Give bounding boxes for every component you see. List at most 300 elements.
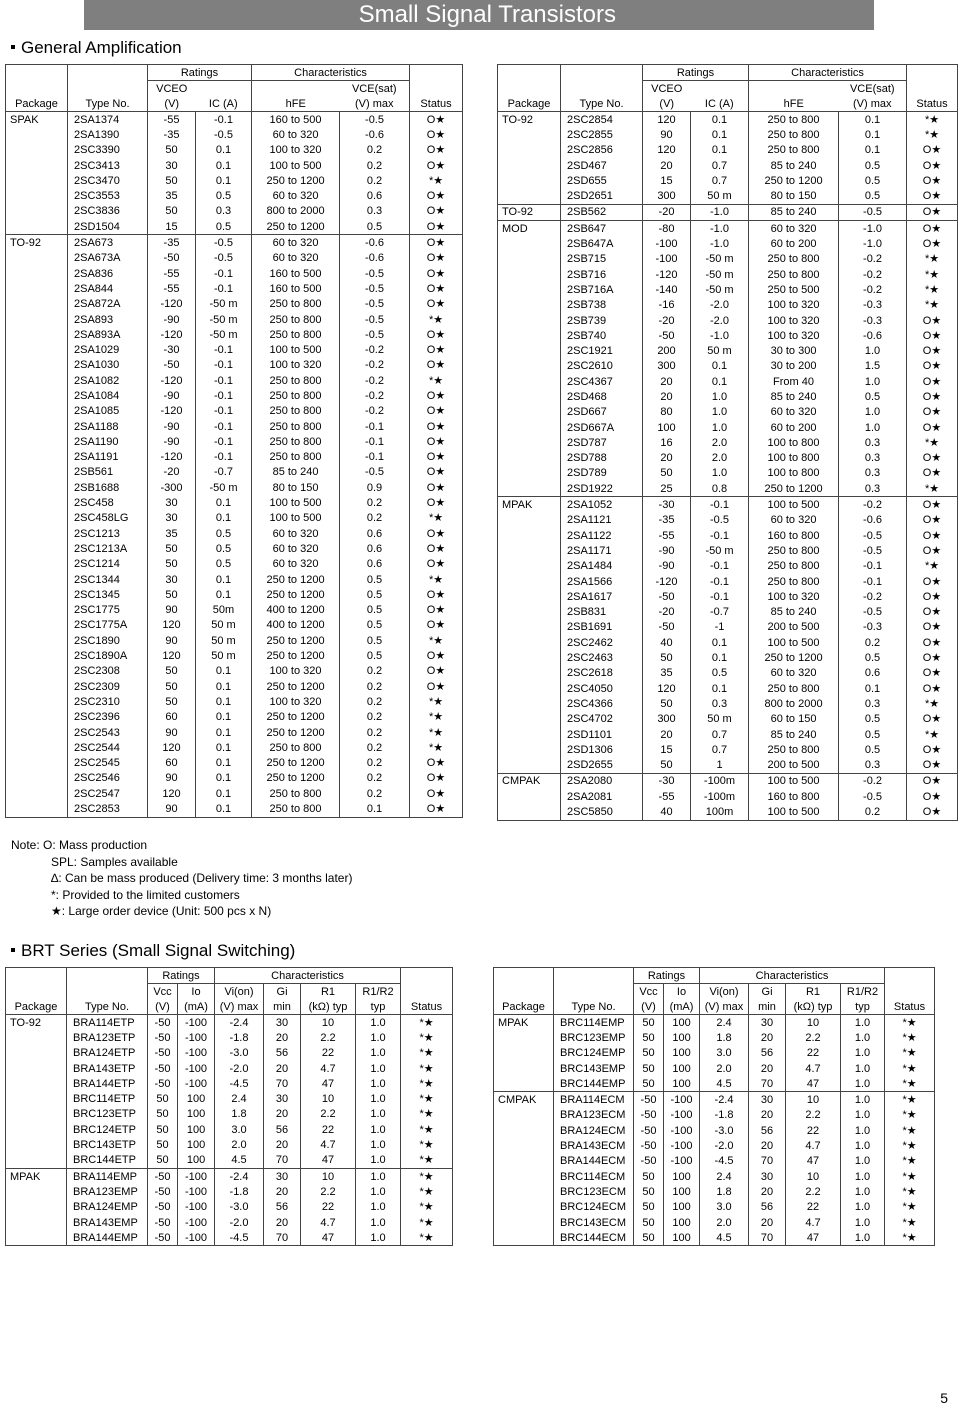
package-cell <box>6 587 68 602</box>
ic-header: IC (A) <box>704 98 734 110</box>
table-row <box>498 221 958 237</box>
value-cell: 50 <box>148 1137 178 1152</box>
type-cell: BRA114ETP <box>67 1015 148 1031</box>
value-cell: 100 <box>178 1091 215 1106</box>
package-cell <box>6 1184 67 1199</box>
value-cell: -0.6 <box>340 235 410 251</box>
value-cell: 0.3 <box>839 466 907 481</box>
value-cell: 120 <box>643 112 691 128</box>
value-cell: 0.3 <box>839 481 907 497</box>
value-cell: 0.1 <box>196 771 252 786</box>
status-cell: O★ <box>410 771 463 786</box>
value-cell: 15 <box>643 173 691 188</box>
value-cell: 85 to 240 <box>749 727 839 742</box>
type-cell: BRA144ETP <box>67 1076 148 1091</box>
package-cell <box>6 297 68 312</box>
package-cell: SPAK <box>6 112 68 128</box>
package-cell: MPAK <box>6 1168 67 1184</box>
value-cell: 0.1 <box>196 158 252 173</box>
value-cell: 10 <box>301 1168 356 1184</box>
value-cell: -120 <box>643 574 691 589</box>
value-cell: 15 <box>148 219 196 235</box>
value-cell: 0.1 <box>691 112 749 128</box>
table-row <box>6 587 463 602</box>
value-cell: 1.0 <box>841 1200 885 1215</box>
value-cell: 90 <box>148 771 196 786</box>
package-cell <box>498 267 561 282</box>
value-cell: 0.1 <box>691 143 749 158</box>
package-cell <box>6 419 68 434</box>
value-cell: -120 <box>148 373 196 388</box>
value-cell: -100 <box>178 1200 215 1215</box>
value-cell: 50 m <box>691 188 749 204</box>
value-cell: 0.1 <box>196 755 252 770</box>
table-row <box>6 679 463 694</box>
value-cell: 10 <box>301 1015 356 1031</box>
value-cell: 0.1 <box>196 495 252 510</box>
value-cell: -50 <box>643 620 691 635</box>
type-cell: BRA123ECM <box>554 1108 634 1123</box>
value-cell: -30 <box>148 342 196 357</box>
table-row <box>498 420 958 435</box>
package-cell <box>6 1046 67 1061</box>
value-cell: 50 <box>148 1107 178 1122</box>
status-cell: O★ <box>907 173 958 188</box>
type-cell: 2SC2853 <box>68 801 148 817</box>
value-cell: 100 <box>664 1030 700 1045</box>
value-cell: -50 m <box>196 327 252 342</box>
type-cell: 2SC1921 <box>561 343 643 358</box>
status-cell: *★ <box>410 710 463 725</box>
general-table-right <box>497 64 958 821</box>
value-cell: 60 to 320 <box>749 405 839 420</box>
type-cell: BRA143ETP <box>67 1061 148 1076</box>
type-cell: 2SC3413 <box>68 158 148 173</box>
value-cell: -0.5 <box>839 543 907 558</box>
table-row <box>494 1092 935 1108</box>
package-cell <box>6 342 68 357</box>
type-header: Type No. <box>67 999 148 1015</box>
value-cell: 2.2 <box>301 1107 356 1122</box>
status-cell: O★ <box>410 219 463 235</box>
value-cell: -4.5 <box>215 1076 264 1091</box>
package-cell <box>6 526 68 541</box>
value-cell: 30 <box>148 158 196 173</box>
value-cell: From 40 <box>749 374 839 389</box>
status-cell: *★ <box>885 1230 935 1246</box>
package-cell <box>6 327 68 342</box>
value-cell: 3.0 <box>700 1046 749 1061</box>
value-cell: 0.7 <box>691 158 749 173</box>
value-cell: 0.5 <box>839 158 907 173</box>
value-cell: 0.1 <box>691 635 749 650</box>
package-cell <box>498 451 561 466</box>
package-cell <box>6 679 68 694</box>
vcesat-header: VCE(sat) <box>351 83 397 95</box>
type-cell: BRC144EMP <box>554 1076 634 1092</box>
value-cell: 50 <box>643 650 691 665</box>
value-cell: 100 <box>178 1122 215 1137</box>
type-cell: BRC114EMP <box>554 1015 634 1031</box>
status-cell: O★ <box>907 635 958 650</box>
type-cell: 2SA1374 <box>68 112 148 128</box>
package-cell <box>6 1137 67 1152</box>
status-cell: O★ <box>907 589 958 604</box>
value-cell: -120 <box>148 450 196 465</box>
type-cell: 2SC4367 <box>561 374 643 389</box>
type-cell: 2SB738 <box>561 298 643 313</box>
value-cell: -2.4 <box>700 1092 749 1108</box>
package-cell <box>6 358 68 373</box>
value-cell: 2.0 <box>700 1215 749 1230</box>
type-cell: 2SC1345 <box>68 587 148 602</box>
value-cell: 50 <box>643 466 691 481</box>
table-row <box>6 450 463 465</box>
value-cell: 1 <box>691 757 749 773</box>
value-cell: -0.6 <box>839 513 907 528</box>
type-cell: BRC144ECM <box>554 1230 634 1246</box>
package-cell <box>494 1200 554 1215</box>
value-cell: 20 <box>749 1030 786 1045</box>
type-cell: 2SB716 <box>561 267 643 282</box>
vmax-header: (V) max <box>215 999 264 1015</box>
package-cell <box>498 481 561 497</box>
value-cell: 0.2 <box>340 679 410 694</box>
value-cell: 22 <box>301 1122 356 1137</box>
status-cell: O★ <box>410 281 463 296</box>
status-cell: O★ <box>410 358 463 373</box>
value-cell: 100 to 500 <box>252 511 340 526</box>
ma-unit-header: (mA) <box>178 999 215 1015</box>
value-cell: -50 <box>634 1138 664 1153</box>
vceo-header: VCEO <box>148 81 196 97</box>
value-cell: 60 to 320 <box>252 541 340 556</box>
value-cell: 100 to 500 <box>749 497 839 513</box>
value-cell: 0.5 <box>839 188 907 204</box>
value-cell: -0.1 <box>340 450 410 465</box>
type-cell: 2SD655 <box>561 173 643 188</box>
type-cell: BRA144EMP <box>67 1230 148 1246</box>
value-cell: -55 <box>643 528 691 543</box>
value-cell: -50 <box>148 1200 178 1215</box>
type-cell: 2SA1030 <box>68 358 148 373</box>
value-cell: 4.5 <box>215 1153 264 1169</box>
package-cell <box>494 1154 554 1169</box>
ratings-header: Ratings <box>643 65 749 81</box>
value-cell: 60 to 320 <box>749 666 839 681</box>
type-cell: 2SC2544 <box>68 740 148 755</box>
vcesat-header: VCE(sat) <box>849 83 895 95</box>
value-cell: 47 <box>301 1230 356 1246</box>
table-row <box>6 526 463 541</box>
status-cell: O★ <box>410 188 463 203</box>
table-row <box>6 1168 453 1184</box>
table-row <box>494 1108 935 1123</box>
value-cell: -90 <box>148 312 196 327</box>
package-cell <box>6 143 68 158</box>
value-cell: 90 <box>148 633 196 648</box>
value-cell: -30 <box>643 773 691 789</box>
value-cell: 0.7 <box>691 173 749 188</box>
value-cell: -0.2 <box>839 773 907 789</box>
value-cell: 1.5 <box>839 359 907 374</box>
value-cell: 50 <box>148 1091 178 1106</box>
table-row <box>6 541 463 556</box>
type-cell: 2SD667A <box>561 420 643 435</box>
status-cell: *★ <box>885 1030 935 1045</box>
value-cell: 20 <box>264 1107 301 1122</box>
type-cell: 2SD1101 <box>561 727 643 742</box>
value-cell: 0.5 <box>839 389 907 404</box>
package-cell <box>498 236 561 251</box>
value-cell: 0.1 <box>196 725 252 740</box>
value-cell: 50 <box>148 173 196 188</box>
type-cell: BRC143ETP <box>67 1137 148 1152</box>
type-cell: 2SC1213 <box>68 526 148 541</box>
value-cell: 250 to 800 <box>749 252 839 267</box>
value-cell: -90 <box>148 434 196 449</box>
type-cell: 2SA673A <box>68 251 148 266</box>
package-cell <box>498 574 561 589</box>
value-cell: -140 <box>643 282 691 297</box>
value-cell: 300 <box>643 188 691 204</box>
type-cell: 2SC2610 <box>561 359 643 374</box>
value-cell: 1.0 <box>841 1076 885 1092</box>
type-cell: BRA124ETP <box>67 1046 148 1061</box>
min-header: min <box>749 999 786 1015</box>
type-cell: 2SA1084 <box>68 388 148 403</box>
table-row <box>6 143 463 158</box>
value-cell: 1.0 <box>839 405 907 420</box>
value-cell: 50 <box>148 541 196 556</box>
status-cell: O★ <box>907 650 958 665</box>
package-cell <box>6 725 68 740</box>
value-cell: -1.0 <box>691 221 749 237</box>
value-cell: 1.0 <box>356 1184 401 1199</box>
type-cell: 2SB647 <box>561 221 643 237</box>
package-cell <box>498 143 561 158</box>
value-cell: -0.5 <box>839 204 907 220</box>
value-cell: -0.2 <box>340 358 410 373</box>
table-row <box>498 681 958 696</box>
value-cell: -0.3 <box>839 313 907 328</box>
value-cell: -90 <box>643 543 691 558</box>
type-cell: 2SC4702 <box>561 712 643 727</box>
value-cell: 2.4 <box>700 1015 749 1031</box>
status-cell: O★ <box>907 528 958 543</box>
table-row <box>6 511 463 526</box>
status-header: Status <box>907 96 958 112</box>
table-row <box>498 435 958 450</box>
value-cell: 0.5 <box>196 219 252 235</box>
package-cell <box>6 127 68 142</box>
value-cell: 100 to 500 <box>252 342 340 357</box>
value-cell: -1 <box>691 620 749 635</box>
status-cell: *★ <box>401 1200 453 1215</box>
value-cell: 250 to 1200 <box>252 572 340 587</box>
value-cell: -100 <box>178 1230 215 1246</box>
table-row <box>498 742 958 757</box>
vmax-header: (V) max <box>853 98 892 110</box>
value-cell: 100 to 320 <box>749 589 839 604</box>
value-cell: 50m <box>196 603 252 618</box>
value-cell: 0.1 <box>691 681 749 696</box>
value-cell: 85 to 240 <box>749 605 839 620</box>
value-cell: -0.5 <box>340 266 410 281</box>
value-cell: 0.1 <box>839 681 907 696</box>
value-cell: 70 <box>264 1230 301 1246</box>
table-row <box>498 666 958 681</box>
value-cell: 250 to 1200 <box>252 771 340 786</box>
status-cell: *★ <box>401 1230 453 1246</box>
value-cell: 30 <box>148 495 196 510</box>
table-row <box>494 1123 935 1138</box>
package-cell <box>498 252 561 267</box>
status-cell: *★ <box>410 572 463 587</box>
value-cell: 50 <box>634 1030 664 1045</box>
table-row <box>6 373 463 388</box>
r1-header: R1 <box>301 984 356 1000</box>
value-cell: 85 to 240 <box>749 389 839 404</box>
value-cell: 20 <box>264 1030 301 1045</box>
table-row <box>6 297 463 312</box>
value-cell: 1.0 <box>841 1030 885 1045</box>
value-cell: 0.5 <box>196 541 252 556</box>
value-cell: 1.0 <box>356 1061 401 1076</box>
value-cell: 4.7 <box>786 1138 841 1153</box>
status-cell: O★ <box>410 648 463 663</box>
status-cell: O★ <box>410 664 463 679</box>
value-cell: 250 to 800 <box>749 267 839 282</box>
value-cell: 0.6 <box>839 666 907 681</box>
table-row <box>6 648 463 663</box>
type-cell: BRC124EMP <box>554 1046 634 1061</box>
type-cell: 2SA1191 <box>68 450 148 465</box>
value-cell: 100 to 500 <box>749 773 839 789</box>
type-header: Type No. <box>561 96 643 112</box>
type-cell: BRC143EMP <box>554 1061 634 1076</box>
value-cell: 0.2 <box>340 694 410 709</box>
value-cell: 20 <box>643 389 691 404</box>
hfe-header: hFE <box>252 96 340 112</box>
package-cell <box>498 389 561 404</box>
value-cell: 100 <box>643 420 691 435</box>
section-title-brt-text: BRT Series (Small Signal Switching) <box>21 941 296 960</box>
package-cell <box>6 465 68 480</box>
value-cell: 0.2 <box>340 143 410 158</box>
value-cell: -50 m <box>691 267 749 282</box>
package-cell <box>6 1061 67 1076</box>
value-cell: 2.2 <box>786 1184 841 1199</box>
value-cell: 15 <box>643 742 691 757</box>
type-cell: BRA123EMP <box>67 1184 148 1199</box>
value-cell: -100 <box>664 1154 700 1169</box>
value-cell: -0.1 <box>196 404 252 419</box>
value-cell: -0.5 <box>196 235 252 251</box>
status-cell: *★ <box>410 173 463 188</box>
table-row <box>498 313 958 328</box>
package-cell <box>494 1184 554 1199</box>
table-row <box>498 635 958 650</box>
value-cell: -4.5 <box>700 1154 749 1169</box>
status-cell: O★ <box>410 526 463 541</box>
value-cell: 30 <box>749 1015 786 1031</box>
status-cell: O★ <box>410 327 463 342</box>
value-cell: 0.2 <box>340 740 410 755</box>
value-cell: -0.5 <box>839 789 907 804</box>
value-cell: 50 <box>148 664 196 679</box>
package-cell <box>6 618 68 633</box>
table-row <box>6 1061 453 1076</box>
typ-header: typ <box>841 999 885 1015</box>
value-cell: -20 <box>148 465 196 480</box>
value-cell: 60 to 200 <box>749 236 839 251</box>
value-cell: 0.1 <box>196 710 252 725</box>
value-cell: 20 <box>749 1215 786 1230</box>
page-number: 5 <box>940 1390 948 1406</box>
value-cell: -50 m <box>196 312 252 327</box>
value-cell: 2.2 <box>301 1184 356 1199</box>
type-cell: 2SD1504 <box>68 219 148 235</box>
type-cell: BRC144ETP <box>67 1153 148 1169</box>
value-cell: 56 <box>749 1046 786 1061</box>
type-cell: 2SC2854 <box>561 112 643 128</box>
status-cell: *★ <box>885 1046 935 1061</box>
value-cell: 0.5 <box>340 587 410 602</box>
value-cell: 250 to 800 <box>252 450 340 465</box>
value-cell: 0.5 <box>340 633 410 648</box>
package-cell <box>6 740 68 755</box>
value-cell: 30 to 200 <box>749 359 839 374</box>
table-row <box>498 528 958 543</box>
type-cell: 2SA1617 <box>561 589 643 604</box>
package-cell <box>498 742 561 757</box>
value-cell: -30 <box>643 497 691 513</box>
status-cell: O★ <box>410 388 463 403</box>
package-cell <box>494 1123 554 1138</box>
value-cell: -0.3 <box>839 298 907 313</box>
table-row <box>6 358 463 373</box>
value-cell: 30 to 300 <box>749 343 839 358</box>
value-cell: 0.1 <box>691 650 749 665</box>
type-cell: 2SA1390 <box>68 127 148 142</box>
table-row <box>498 804 958 820</box>
value-cell: 20 <box>643 451 691 466</box>
status-cell: O★ <box>907 374 958 389</box>
table-row <box>6 404 463 419</box>
value-cell: 50 m <box>196 618 252 633</box>
value-cell: 3.0 <box>700 1200 749 1215</box>
type-cell: 2SC3470 <box>68 173 148 188</box>
value-cell: 100 <box>664 1169 700 1184</box>
value-cell: 1.0 <box>841 1092 885 1108</box>
value-cell: 3.0 <box>215 1122 264 1137</box>
status-cell: O★ <box>907 712 958 727</box>
value-cell: 0.1 <box>196 801 252 817</box>
status-cell: *★ <box>907 112 958 128</box>
value-cell: 50 <box>148 204 196 219</box>
package-cell <box>494 1230 554 1246</box>
table-row <box>6 1137 453 1152</box>
value-cell: 100 to 320 <box>252 664 340 679</box>
value-cell: -55 <box>148 112 196 128</box>
type-cell: 2SC2462 <box>561 635 643 650</box>
value-cell: -1.8 <box>215 1184 264 1199</box>
table-row <box>6 266 463 281</box>
table-row <box>6 251 463 266</box>
value-cell: 1.0 <box>841 1046 885 1061</box>
value-cell: 250 to 800 <box>749 742 839 757</box>
